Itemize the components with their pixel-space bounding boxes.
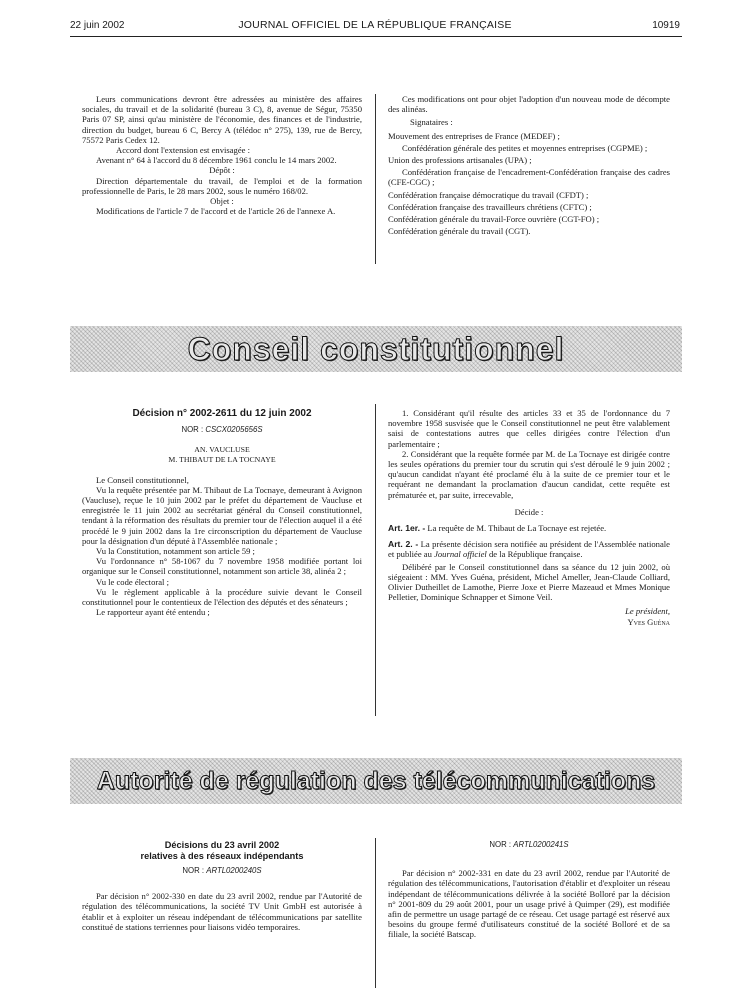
paragraph: Leurs communications devront être adressées au ministère des affaires sociales, du travail et de la solidarité (bureau 3 C), 8, avenue de Ségur, 75350 Paris 07 SP, ainsi qu'au ministère de l'économie, des finances et de l'industrie, direction du budget, bureau 6 C, Bercy A (télédoc n° 275), 139, rue de Bercy, 75572 Paris Cedex 12. <box>82 94 362 145</box>
article-1 <box>388 523 670 533</box>
section-banner-conseil <box>70 326 682 372</box>
article-1-text: La requête de M. Thibaut de La Tocnaye est rejetée. <box>427 523 607 534</box>
list-item: Confédération française des travailleurs chrétiens (CFTC) ; <box>388 201 592 212</box>
paragraph: Accord dont l'extension est envisagée : <box>116 145 250 156</box>
section-banner-title: Conseil constitutionnel <box>187 331 565 367</box>
paragraph: Modifications de l'article 7 de l'accord et de l'article 26 de l'annexe A. <box>96 206 336 217</box>
paragraph: Vu le code électoral ; <box>96 576 169 587</box>
paragraph: Vu le règlement applicable à la procédure suivie devant le Conseil constitutionnel pour le contentieux de l'élection des députés et des sénateurs ; <box>82 586 362 608</box>
section-banner-arcep <box>70 758 682 804</box>
header-rule <box>70 36 682 37</box>
telecom-title-line1: Décisions du 23 avril 2002 <box>164 840 280 850</box>
signature-name: Yves Guéna <box>627 616 670 627</box>
telecom-left-column <box>82 840 362 932</box>
article-2-italic: Journal officiel <box>434 549 487 560</box>
section-banner-title: Autorité de régulation des télécommunications <box>96 767 656 795</box>
nor-code: ARTL0200241S <box>513 840 569 849</box>
article-2-text-a: La présente décision sera notifiée au président de l'Assemblée nationale et publiée au <box>388 539 670 560</box>
nor-label: NOR : <box>489 840 512 849</box>
nor-code: ARTL0200240S <box>206 866 262 875</box>
paragraph: Vu la requête présentée par M. Thibaut de La Tocnaye, demeurant à Avignon (Vaucluse), reçue le 10 juin 2002 par le préfet du département de Vaucluse et enregistrée le 11 juin 2002 au secrétariat général du Conseil constitutionnel, tendant à la réformation des résultats du premier tour de l'élection auquel il a été procédé le 9 juin 2002 dans la 1re circonscription du département de Vaucluse pour la désignation d'un député à l'Assemblée nationale ; <box>82 484 362 546</box>
paragraph: Par décision n° 2002-331 en date du 23 avril 2002, rendue par l'Autorité de régulation des télécommunications, l'autorisation d'établir et d'exploiter un réseau indépendant de télécommunications délivrée à la société Bolloré par la décision n° 2001-809 du 29 août 2001, pour un usage privé à Quimper (29), est modifiée afin de permettre un usage partagé de ce réseau. Cet usage partagé est réservé aux besoins du groupe fermé d'utilisateurs constitué de la société Bolloré et de sa filiale, la société Batscap. <box>388 868 670 940</box>
nor-label: NOR : <box>181 425 204 434</box>
page-header <box>70 18 680 34</box>
paragraph: 1. Considérant qu'il résulte des articles 33 et 35 de l'ordonnance du 7 novembre 1958 susvisée que le Conseil constitutionnel ne peut être valablement saisi de contestations autres que celles dirigées contre l'élection d'un parlementaire ; <box>388 408 670 449</box>
paragraph-label: Dépôt : <box>209 165 235 176</box>
list-item: Confédération générale des petites et moyennes entreprises (CGPME) ; <box>402 142 648 153</box>
paragraph-label: Objet : <box>210 196 234 207</box>
article-2-text-b: de la République française. <box>488 549 583 560</box>
paragraph: Ces modifications ont pour objet l'adoption d'un nouveau mode de décompte des alinéas. <box>388 94 670 115</box>
signature-title: Le président, <box>625 606 670 617</box>
telecom-right-column <box>388 840 670 940</box>
signataires-label: Signataires : <box>410 117 453 128</box>
top-left-column <box>82 94 362 216</box>
article-2-label: Art. 2. - <box>388 539 419 550</box>
top-right-column <box>388 94 670 236</box>
header-page-number: 10919 <box>652 20 680 31</box>
case-party: M. THIBAUT DE LA TOCNAYE <box>168 455 276 465</box>
paragraph: Vu l'ordonnance n° 58-1067 du 7 novembre 1958 modifiée portant loi organique sur le Conseil constitutionnel, notamment son article 38, alinéa 2 ; <box>82 556 362 577</box>
nor-label: NOR : <box>182 866 205 875</box>
paragraph: 2. Considérant que la requête formée par M. de La Tocnaye est dirigée contre les seules opérations du premier tour du scrutin qui s'est déroulé le 9 juin 2002 ; qu'aucun candidat n'ayant été proclamé élu à la suite de ce premier tour et le requérant ne demandant la proclamation d'aucun candidat, cette requête est prématurée et, par suite, irrecevable, <box>388 448 670 500</box>
article-2 <box>388 539 670 559</box>
paragraph: Le Conseil constitutionnel, <box>96 474 189 485</box>
list-item: Union des professions artisanales (UPA) ; <box>388 155 532 166</box>
paragraph: Par décision n° 2002-330 en date du 23 avril 2002, rendue par l'Autorité de régulation des télécommunications, la société TV Unit GmbH est autorisée à établir et à exploiter un réseau indépendant de télécommunications par satellite constitué de stations terriennes pour liaisons vidéo temporaires. <box>82 891 362 932</box>
list-item: Confédération française démocratique du travail (CFDT) ; <box>388 189 589 200</box>
paragraph: Direction départementale du travail, de l'emploi et de la formation professionnelle de Paris, le 28 mars 2002, sous le numéro 168/02. <box>82 175 362 196</box>
list-item: Mouvement des entreprises de France (MEDEF) ; <box>388 130 560 141</box>
list-item: Confédération générale du travail-Force ouvrière (CGT-FO) ; <box>388 214 600 225</box>
paragraph: Le rapporteur ayant été entendu ; <box>96 607 210 618</box>
list-item: Confédération française de l'encadrement-Confédération française des cadres (CFE-CGC) ; <box>388 167 670 188</box>
article-1-label: Art. 1er. - <box>388 523 426 534</box>
telecom-title-line2: relatives à des réseaux indépendants <box>140 851 304 861</box>
header-date: 22 juin 2002 <box>70 20 125 31</box>
paragraph: Délibéré par le Conseil constitutionnel dans sa séance du 12 juin 2002, où siégeaient : MM. Yves Guéna, président, Michel Ameller, Jean-Claude Colliard, Olivier Dutheillet de Lamothe, Pierre Joxe et Pierre Mazeaud et Mmes Monique Pelletier, Dominique Schnapper et Simone Veil. <box>388 561 670 603</box>
case-circonscription: AN. VAUCLUSE <box>194 445 250 455</box>
decision-right-column <box>388 408 670 627</box>
column-divider <box>375 94 376 264</box>
column-divider <box>375 838 376 988</box>
header-journal-title: JOURNAL OFFICIEL DE LA RÉPUBLIQUE FRANÇAISE <box>238 19 512 31</box>
decide-label: Décide : <box>514 506 544 517</box>
decision-title: Décision n° 2002-2611 du 12 juin 2002 <box>132 408 312 419</box>
list-item: Confédération générale du travail (CGT). <box>388 226 531 237</box>
paragraph: Vu la Constitution, notamment son article 59 ; <box>96 546 255 557</box>
column-divider <box>375 404 376 716</box>
decision-left-column <box>82 408 362 617</box>
nor-code: CSCX0205656S <box>205 425 263 434</box>
paragraph: Avenant n° 64 à l'accord du 8 décembre 1961 conclu le 14 mars 2002. <box>96 155 337 166</box>
